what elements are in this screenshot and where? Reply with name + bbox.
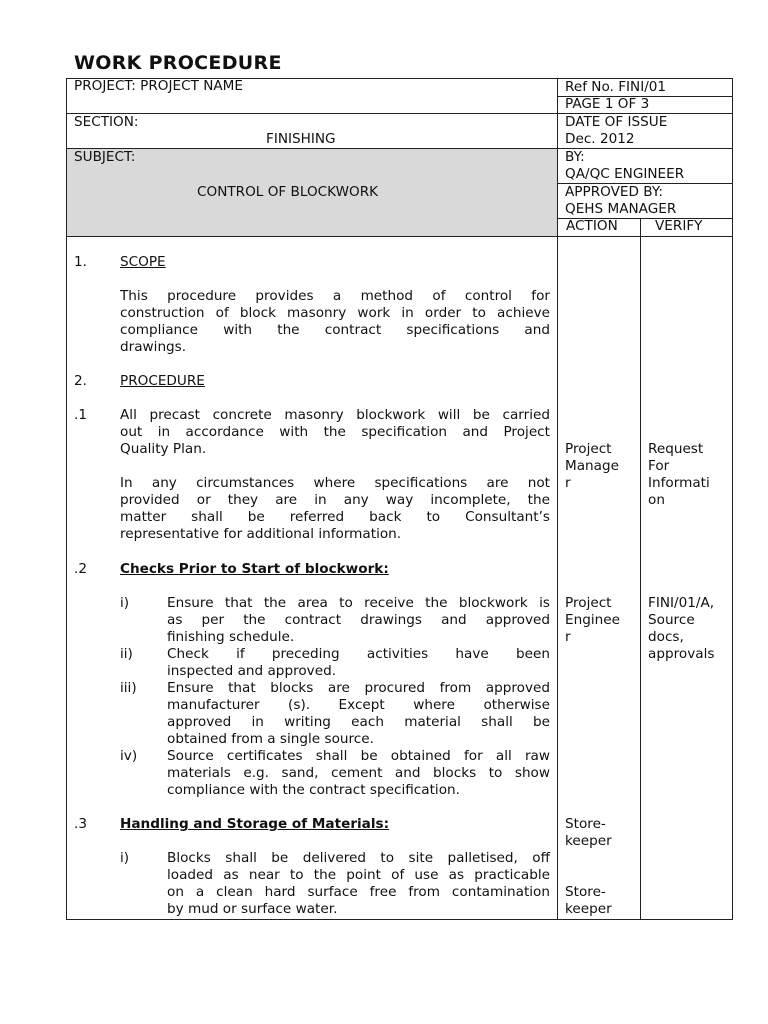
item-line: compliance with the contract specification. bbox=[167, 782, 460, 798]
date-value: Dec. 2012 bbox=[565, 131, 635, 147]
section-label: SECTION: bbox=[74, 114, 139, 130]
subject-value: CONTROL OF BLOCKWORK bbox=[197, 184, 379, 200]
document-title: WORK PROCEDURE bbox=[74, 52, 282, 74]
item-line: materials e.g. sand, cement and blocks to show bbox=[167, 765, 550, 781]
rule bbox=[66, 148, 733, 149]
by-label: BY: bbox=[565, 149, 585, 165]
verify-text: Informati bbox=[648, 475, 710, 491]
item-label: iii) bbox=[120, 680, 137, 696]
subsection-number: .1 bbox=[74, 407, 87, 423]
subsection-number: .2 bbox=[74, 561, 87, 577]
subject-label: SUBJECT: bbox=[74, 149, 136, 165]
verify-text: on bbox=[648, 492, 665, 508]
checks-heading: Checks Prior to Start of blockwork: bbox=[120, 561, 389, 577]
item-label: i) bbox=[120, 850, 130, 866]
column-verify: VERIFY bbox=[655, 218, 703, 234]
paragraph-line: provided or they are in any way incomplete, the bbox=[120, 492, 550, 508]
action-text: keeper bbox=[565, 901, 612, 917]
item-line: Check if preceding activities have been bbox=[167, 646, 550, 662]
section-value: FINISHING bbox=[266, 131, 336, 147]
subsection-number: .3 bbox=[74, 816, 87, 832]
item-line: approved in writing each material shall be bbox=[167, 714, 550, 730]
scope-line: drawings. bbox=[120, 339, 187, 355]
item-line: as per the contract drawings and approved bbox=[167, 612, 550, 628]
ref-number: Ref No. FINI/01 bbox=[565, 79, 667, 95]
verify-text: FINI/01/A, bbox=[648, 595, 715, 611]
verify-text: approvals bbox=[648, 646, 715, 662]
action-text: Store- bbox=[565, 884, 606, 900]
action-text: r bbox=[565, 475, 571, 491]
action-text: Project bbox=[565, 595, 612, 611]
item-line: Source certificates shall be obtained for all raw bbox=[167, 748, 550, 764]
rule bbox=[640, 218, 641, 920]
verify-text: Source bbox=[648, 612, 695, 628]
section-number: 1. bbox=[74, 254, 87, 270]
item-line: finishing schedule. bbox=[167, 629, 295, 645]
rule bbox=[66, 236, 733, 237]
action-text: r bbox=[565, 629, 571, 645]
item-line: Ensure that the area to receive the blockwork is bbox=[167, 595, 550, 611]
column-action: ACTION bbox=[566, 218, 618, 234]
date-label: DATE OF ISSUE bbox=[565, 114, 668, 130]
item-line: by mud or surface water. bbox=[167, 901, 338, 917]
scope-line: compliance with the contract specifications and bbox=[120, 322, 550, 338]
paragraph-line: matter shall be referred back to Consultant’s bbox=[120, 509, 550, 525]
item-label: i) bbox=[120, 595, 130, 611]
item-line: Ensure that blocks are procured from approved bbox=[167, 680, 550, 696]
scope-line: This procedure provides a method of control for bbox=[120, 288, 550, 304]
section-number: 2. bbox=[74, 373, 87, 389]
item-line: on a clean hard surface free from contamination bbox=[167, 884, 550, 900]
action-text: Enginee bbox=[565, 612, 620, 628]
project-name: PROJECT: PROJECT NAME bbox=[74, 78, 243, 94]
verify-text: docs, bbox=[648, 629, 684, 645]
procedure-heading: PROCEDURE bbox=[120, 373, 205, 389]
scope-heading: SCOPE bbox=[120, 254, 166, 270]
verify-text: Request bbox=[648, 441, 704, 457]
item-line: obtained from a single source. bbox=[167, 731, 374, 747]
rule bbox=[557, 78, 558, 920]
action-text: Project bbox=[565, 441, 612, 457]
approved-value: QEHS MANAGER bbox=[565, 201, 677, 217]
page-number: PAGE 1 OF 3 bbox=[565, 96, 650, 112]
paragraph-line: All precast concrete masonry blockwork will be carried bbox=[120, 407, 550, 423]
paragraph-line: In any circumstances where specifications are not bbox=[120, 475, 550, 491]
paragraph-line: Quality Plan. bbox=[120, 441, 207, 457]
handling-heading: Handling and Storage of Materials: bbox=[120, 816, 390, 832]
action-text: Store- bbox=[565, 816, 606, 832]
item-line: inspected and approved. bbox=[167, 663, 337, 679]
paragraph-line: out in accordance with the specification and Project bbox=[120, 424, 550, 440]
verify-text: For bbox=[648, 458, 670, 474]
action-text: Manage bbox=[565, 458, 619, 474]
item-label: iv) bbox=[120, 748, 138, 764]
by-value: QA/QC ENGINEER bbox=[565, 166, 685, 182]
approved-label: APPROVED BY: bbox=[565, 184, 663, 200]
paragraph-line: representative for additional information. bbox=[120, 526, 402, 542]
item-line: loaded as near to the point of use as practicable bbox=[167, 867, 550, 883]
item-line: Blocks shall be delivered to site palletised, off bbox=[167, 850, 550, 866]
scope-line: construction of block masonry work in order to achieve bbox=[120, 305, 550, 321]
item-line: manufacturer (s). Except where otherwise bbox=[167, 697, 550, 713]
action-text: keeper bbox=[565, 833, 612, 849]
item-label: ii) bbox=[120, 646, 133, 662]
